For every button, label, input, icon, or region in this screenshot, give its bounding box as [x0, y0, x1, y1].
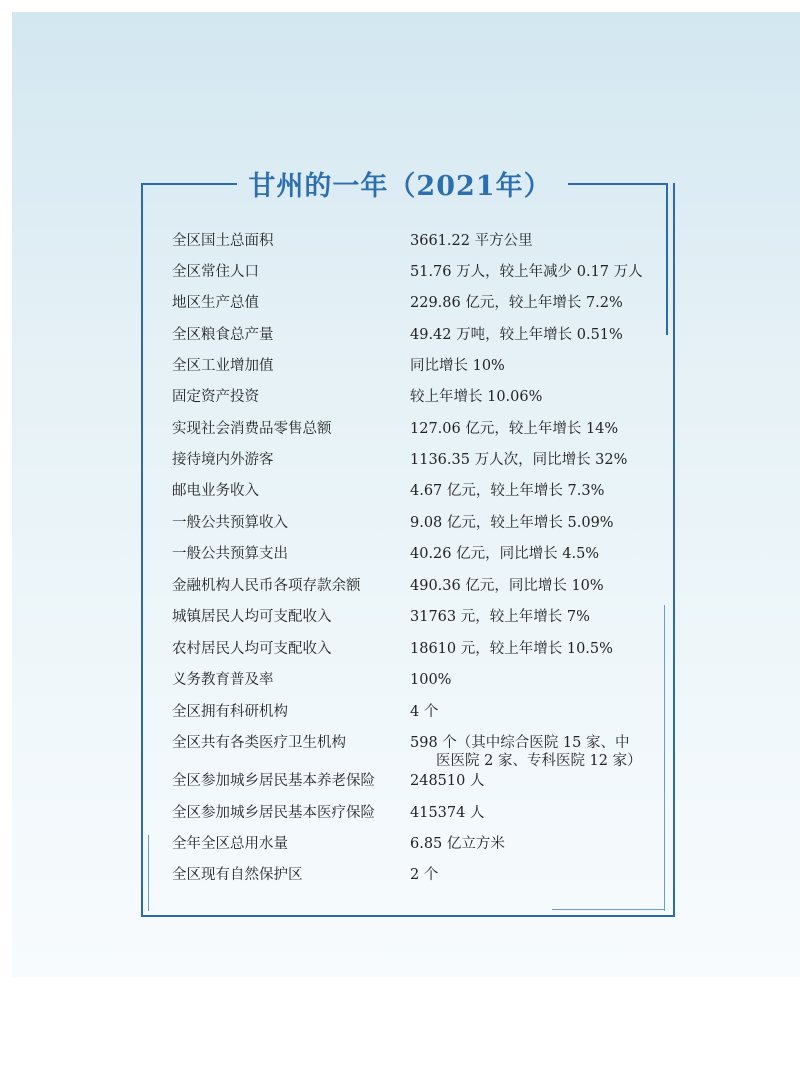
row-value: 40.26 亿元，同比增长 4.5%: [410, 546, 600, 562]
row-value: 2 个: [410, 867, 439, 883]
row-label: 邮电业务收入: [172, 483, 259, 499]
row-value: 3661.22 平方公里: [410, 233, 533, 249]
row-value: 100%: [410, 672, 452, 688]
row-value: 127.06 亿元，较上年增长 14%: [410, 421, 619, 437]
frame-left-inner: [148, 835, 149, 911]
frame-top-left: [141, 183, 237, 185]
row-label: 地区生产总值: [172, 295, 259, 311]
frame-top-right: [568, 183, 668, 185]
row-value: [410, 734, 660, 770]
frame-left: [141, 183, 143, 917]
row-label: 全区共有各类医疗卫生机构: [172, 735, 346, 751]
row-label: 接待境内外游客: [172, 452, 274, 468]
row-value: 248510 人: [410, 773, 485, 789]
row-value: 1136.35 万人次，同比增长 32%: [410, 452, 628, 468]
row-label: 全区参加城乡居民基本养老保险: [172, 773, 375, 789]
row-value: 同比增长 10%: [410, 358, 505, 374]
row-value: 4 个: [410, 704, 439, 720]
row-label: 农村居民人均可支配收入: [172, 641, 332, 657]
row-value: 490.36 亿元，同比增长 10%: [410, 578, 604, 594]
frame-right-inner-lower: [664, 605, 665, 911]
row-label: 全区现有自然保护区: [172, 867, 303, 883]
page-background: [12, 12, 800, 977]
row-label: 金融机构人民币各项存款余额: [172, 578, 361, 594]
row-value: 6.85 亿立方米: [410, 836, 505, 852]
frame-right-outer: [673, 183, 675, 917]
frame-right-upper: [666, 183, 668, 335]
row-label: 全区参加城乡居民基本医疗保险: [172, 805, 375, 821]
row-value: 49.42 万吨，较上年增长 0.51%: [410, 327, 623, 343]
row-label: 全区常住人口: [172, 264, 259, 280]
row-value-line1: 598 个（其中综合医院 15 家、中: [410, 735, 630, 751]
row-value: 9.08 亿元，较上年增长 5.09%: [410, 515, 614, 531]
row-value: 31763 元，较上年增长 7%: [410, 609, 590, 625]
row-value: 51.76 万人，较上年减少 0.17 万人: [410, 264, 643, 280]
row-label: 全年全区总用水量: [172, 836, 288, 852]
row-label: 义务教育普及率: [172, 672, 274, 688]
frame-bottom: [141, 915, 675, 917]
frame-bottom-inner: [552, 909, 665, 910]
row-label: 一般公共预算收入: [172, 515, 288, 531]
row-label: 城镇居民人均可支配收入: [172, 609, 332, 625]
row-value: 18610 元，较上年增长 10.5%: [410, 641, 613, 657]
row-value: 4.67 亿元，较上年增长 7.3%: [410, 483, 605, 499]
row-label: 全区工业增加值: [172, 358, 274, 374]
row-label: 一般公共预算支出: [172, 546, 288, 562]
row-value: 较上年增长 10.06%: [410, 389, 543, 405]
row-label: 全区国土总面积: [172, 233, 274, 249]
row-label: 全区粮食总产量: [172, 327, 274, 343]
row-value-line2: 医医院 2 家、专科医院 12 家）: [436, 753, 642, 769]
row-value: 415374 人: [410, 805, 485, 821]
row-label: 实现社会消费品零售总额: [172, 421, 332, 437]
page-title: 甘州的一年（2021年）: [248, 171, 552, 202]
row-value: 229.86 亿元，较上年增长 7.2%: [410, 295, 623, 311]
row-label: 全区拥有科研机构: [172, 704, 288, 720]
row-label: 固定资产投资: [172, 389, 259, 405]
